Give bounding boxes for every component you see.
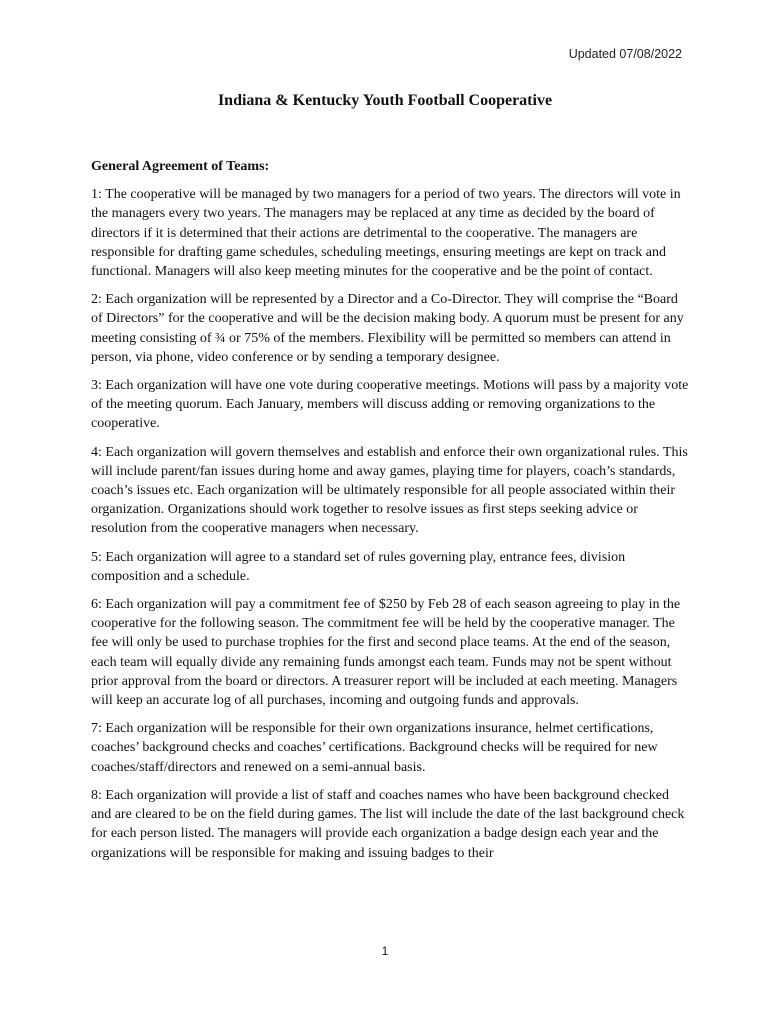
paragraph-5: 5: Each organization will agree to a standard set of rules governing play, entrance fees, division composition and a schedule. — [91, 549, 626, 584]
paragraph-1: 1: The cooperative will be managed by two managers for a period of two years. The directors will vote in the managers every two years. The managers may be replaced at any time as decided by the board of directors if it is determined that their actions are detrimental to the cooperative. The managers are responsible for drafting game schedules, scheduling meetings, ensuring meetings are kept on track and functional. Managers will also keep meeting minutes for the cooperative and be the point of contact. — [91, 187, 681, 280]
section-heading: General Agreement of Teams: — [91, 159, 270, 174]
updated-date: Updated 07/08/2022 — [568, 47, 682, 61]
paragraph-7: 7: Each organization will be responsible for their own organizations insurance, helmet certifications, coaches’ background checks and coaches’ certifications. Background checks will be required for new coaches/staff/directors and renewed on a semi-annual basis. — [91, 721, 658, 775]
paragraph-2: 2: Each organization will be represented by a Director and a Co-Director. They will comprise the “Board of Directors” for the cooperative and will be the decision making body. A quorum must be present for any meeting consisting of ¾ or 75% of the members. Flexibility will be permitted so members can attend in person, via phone, video conference or by sending a temporary designee. — [91, 292, 684, 365]
paragraph-8: 8: Each organization will provide a list of staff and coaches names who have been background checked and are cleared to be on the field during games. The list will include the date of the last background check for each person listed. The managers will provide each organization a badge design each year and the organizations will be responsible for making and issuing badges to their — [91, 787, 685, 861]
document-title: Indiana & Kentucky Youth Football Cooperative — [217, 92, 553, 109]
paragraph-6: 6: Each organization will pay a commitment fee of $250 by Feb 28 of each season agreeing to play in the cooperative for the following season. The commitment fee will be held by the cooperative manager. The fee will only be used to purchase trophies for the first and second place teams. At the end of the season, each team will equally divide any remaining funds amongst each team. Funds may not be spent without prior approval from the board or directors. A treasurer report will be included at each meeting. Managers will keep an accurate log of all purchases, incoming and outgoing funds and approvals. — [91, 597, 681, 709]
document-body — [91, 157, 689, 872]
paragraph-3: 3: Each organization will have one vote during cooperative meetings. Motions will pass by a majority vote of the meeting quorum. Each January, members will discuss adding or removing organizations to the cooperative. — [91, 378, 689, 432]
paragraph-4: 4: Each organization will govern themselves and establish and enforce their own organizational rules. This will include parent/fan issues during home and away games, playing time for players, coach’s standards, coach’s issues etc. Each organization will be ultimately responsible for all people associated within their organization. Organizations should work together to resolve issues as first steps seeking advice or resolution from the cooperative managers when necessary. — [91, 444, 688, 537]
page-number: 1 — [381, 944, 389, 958]
